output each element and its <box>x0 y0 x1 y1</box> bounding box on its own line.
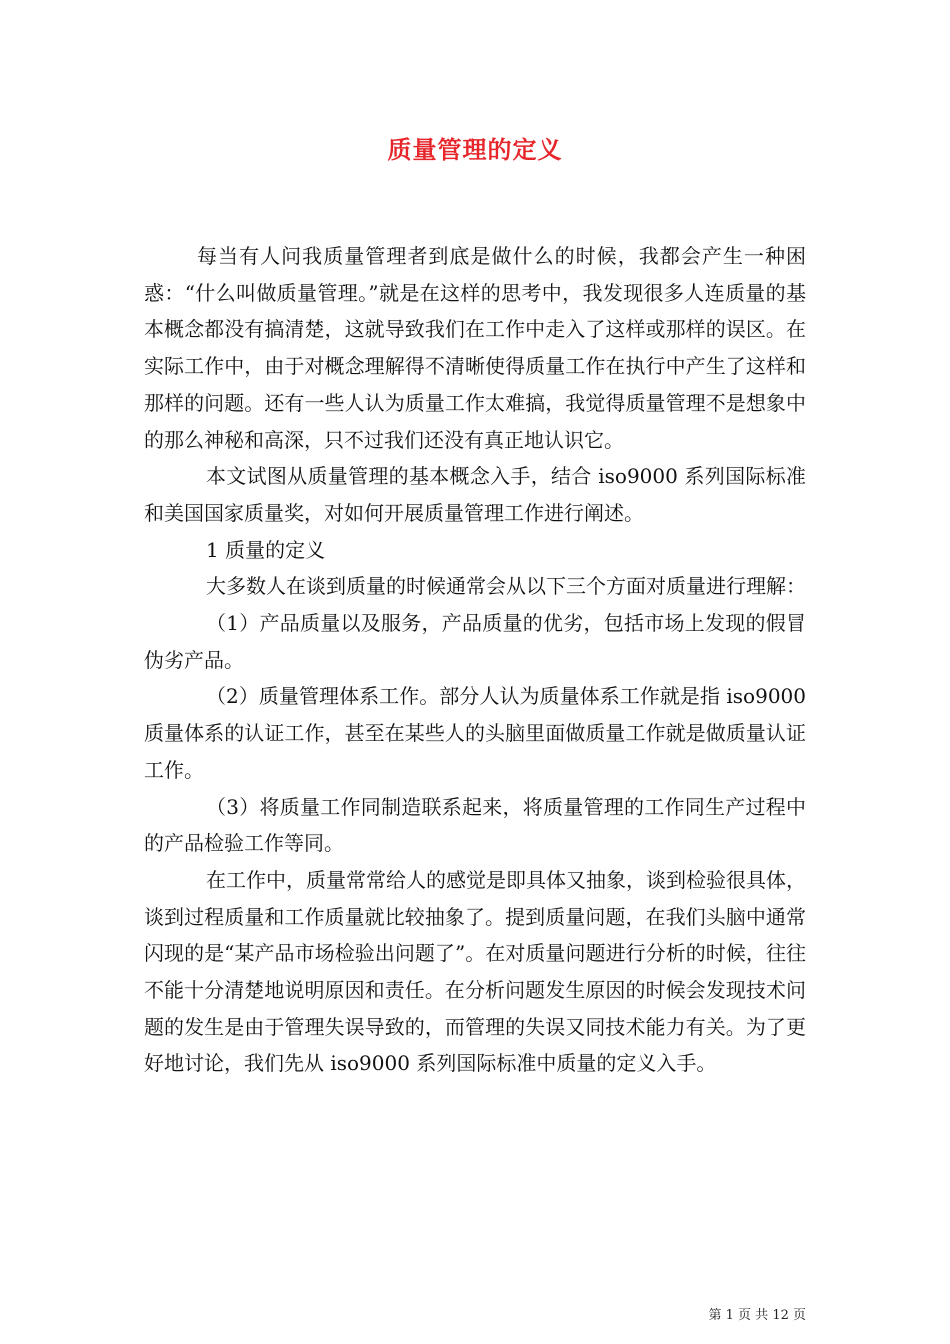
paragraph-understanding: 大多数人在谈到质量的时候通常会从以下三个方面对质量进行理解： <box>206 574 806 599</box>
document-body <box>144 238 806 1082</box>
list-item-2: （2）质量管理体系工作。部分人认为质量体系工作就是指 iso9000 质量体系的认证工作，甚至在某些人的头脑里面做质量工作就是做质量认证工作。 <box>144 684 806 782</box>
list-item-3: （3）将质量工作同制造联系起来，将质量管理的工作同生产过程中的产品检验工作等同。 <box>144 794 806 856</box>
list-item-1: （1）产品质量以及服务，产品质量的优劣，包括市场上发现的假冒伪劣产品。 <box>144 611 806 672</box>
page-title: 质量管理的定义 <box>387 135 563 164</box>
paragraph-analysis: 在工作中，质量常常给人的感觉是即具体又抽象，谈到检验很具体，谈到过程质量和工作质量就比较抽象了。提到质量问题，在我们头脑中通常闪现的是“某产品市场检验出问题了”。在对质量问题进行分析的时候，往往不能十分清楚地说明原因和责任。在分析问题发生原因的时候会发现技术问题的发生是由于管理失误导致的，而管理的失误又同技术能力有关。为了更好地讨论，我们先从 iso9000 系列国际标准中质量的定义入手。 <box>144 867 806 1076</box>
paragraph-purpose: 本文试图从质量管理的基本概念入手，结合 iso9000 系列国际标准和美国国家质量奖，对如何开展质量管理工作进行阐述。 <box>144 464 806 525</box>
section-heading: 1 质量的定义 <box>206 537 326 562</box>
paragraph-intro: 每当有人问我质量管理者到底是做什么的时候，我都会产生一种困惑：“什么叫做质量管理。”就是在这样的思考中，我发现很多人连质量的基本概念都没有搞清楚，这就导致我们在工作中走入了这样或那样的误区。在实际工作中，由于对概念理解得不清晰使得质量工作在执行中产生了这样和那样的问题。还有一些人认为质量工作太难搞，我觉得质量管理不是想象中的那么神秘和高深，只不过我们还没有真正地认识它。 <box>144 244 806 452</box>
page-number-footer: 第 1 页 共 12 页 <box>708 1308 806 1323</box>
